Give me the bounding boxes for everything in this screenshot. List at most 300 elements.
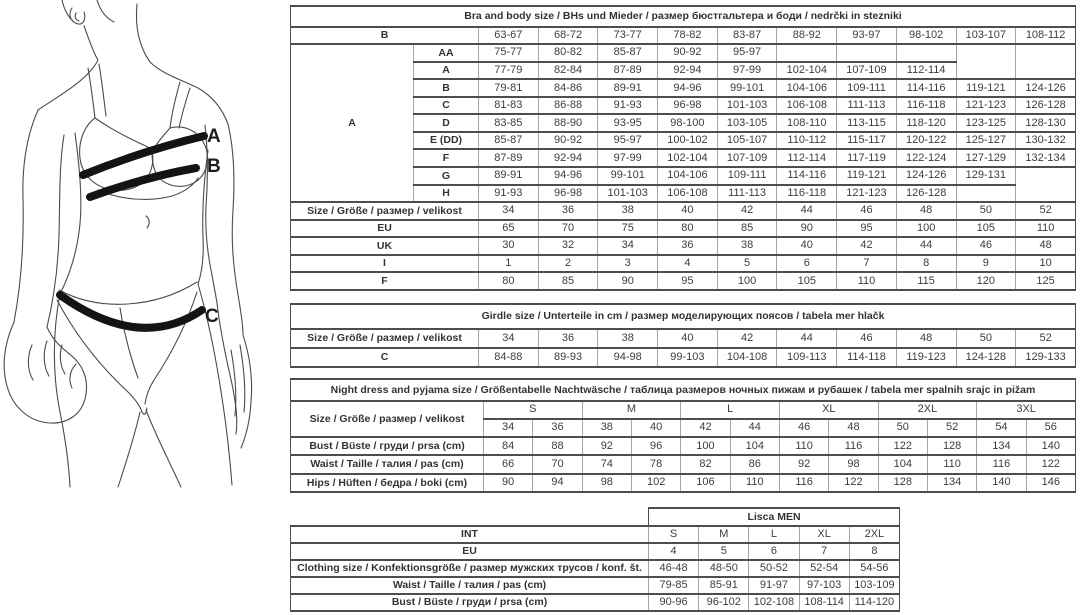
bra-empty-cell	[1016, 167, 1076, 202]
bra-conversion-value: 2	[538, 255, 598, 273]
men-value: 48-50	[699, 560, 749, 577]
night-numeric-size: 56	[1026, 419, 1075, 437]
bra-conversion-value: 42	[717, 202, 777, 220]
bra-conversion-value: 44	[777, 202, 837, 220]
table-title-row	[291, 379, 1076, 401]
men-value: 46-48	[649, 560, 699, 577]
bra-underbust-value: 78-82	[658, 27, 718, 45]
bra-cup-value: 109-111	[717, 167, 777, 185]
bra-cup-value: 97-99	[598, 149, 658, 167]
bra-cup-value: 112-114	[777, 149, 837, 167]
night-row-label: Bust / Büste / груди / prsa (cm)	[291, 437, 484, 455]
night-value: 128	[878, 474, 927, 492]
bra-cup-value: 107-109	[837, 62, 897, 80]
men-value: 5	[699, 543, 749, 560]
men-value: 102-108	[749, 594, 799, 611]
bra-cup-value: 116-118	[896, 97, 956, 115]
bra-cup-value: 122-124	[896, 149, 956, 167]
bra-conversion-row	[291, 272, 1076, 290]
night-value: 110	[730, 474, 779, 492]
bra-underbust-value: 98-102	[896, 27, 956, 45]
bra-cup-value: 102-104	[777, 62, 837, 80]
men-row	[291, 560, 900, 577]
bra-cup-value: 127-129	[956, 149, 1016, 167]
night-numeric-size: 36	[533, 419, 582, 437]
men-value: 8	[849, 543, 899, 560]
bra-underbust-value: 83-87	[717, 27, 777, 45]
night-numeric-size: 34	[484, 419, 533, 437]
night-letter-size-row	[291, 401, 1076, 419]
night-value: 122	[1026, 455, 1075, 473]
night-value: 140	[977, 474, 1026, 492]
bra-conversion-value: 9	[956, 255, 1016, 273]
night-measure-row	[291, 455, 1076, 473]
bra-cup-value: 85-87	[598, 44, 658, 62]
men-value: 54-56	[849, 560, 899, 577]
bra-cup-value: 114-116	[896, 79, 956, 97]
men-value: 52-54	[799, 560, 849, 577]
men-value: 79-85	[649, 577, 699, 594]
bra-cup-value: 110-112	[777, 132, 837, 150]
bra-cup-value: 103-105	[717, 114, 777, 132]
bra-cup-value: 100-102	[658, 132, 718, 150]
bra-cup-value: 101-103	[598, 185, 658, 203]
bra-bust-group-label: A	[291, 44, 414, 202]
bra-cup-label: A	[414, 62, 479, 80]
bra-conversion-value: 3	[598, 255, 658, 273]
girdle-value: 50	[956, 329, 1016, 348]
bra-cup-value: 101-103	[717, 97, 777, 115]
night-value: 70	[533, 455, 582, 473]
night-row-label: Hips / Hüften / бедра / boki (cm)	[291, 474, 484, 492]
night-value: 78	[631, 455, 680, 473]
night-numeric-size: 46	[779, 419, 828, 437]
bra-conversion-value: 40	[658, 202, 718, 220]
bra-conversion-value: 52	[1016, 202, 1076, 220]
bra-conversion-value: 95	[837, 220, 897, 238]
night-letter-size: 3XL	[977, 401, 1076, 419]
bra-conversion-value: 105	[777, 272, 837, 290]
night-value: 122	[878, 437, 927, 455]
men-row	[291, 577, 900, 594]
bra-cup-value: 102-104	[658, 149, 718, 167]
bra-cup-value: 87-89	[598, 62, 658, 80]
night-row-label: Waist / Taille / талия / pas (cm)	[291, 455, 484, 473]
bra-conversion-label: Size / Größe / размер / velikost	[291, 202, 479, 220]
bra-cup-value: 83-85	[479, 114, 539, 132]
men-value: 2XL	[849, 526, 899, 543]
bra-underbust-value: 63-67	[479, 27, 539, 45]
bra-conversion-value: 46	[956, 237, 1016, 255]
bra-conversion-value: 50	[956, 202, 1016, 220]
bra-underbust-value: 68-72	[538, 27, 598, 45]
bra-cup-value: 95-97	[598, 132, 658, 150]
bra-conversion-value: 44	[896, 237, 956, 255]
bra-underbust-value: 93-97	[837, 27, 897, 45]
bra-cup-value: 114-116	[777, 167, 837, 185]
bra-cup-value: 91-93	[479, 185, 539, 203]
men-value: 6	[749, 543, 799, 560]
night-measure-row	[291, 474, 1076, 492]
girdle-value: 36	[538, 329, 598, 348]
night-letter-size: L	[681, 401, 780, 419]
girdle-value: 114-118	[837, 348, 897, 367]
men-row-label: Bust / Büste / груди / prsa (cm)	[291, 594, 649, 611]
girdle-value: 38	[598, 329, 658, 348]
bra-cup-value	[777, 44, 837, 62]
bra-underbust-value: 108-112	[1016, 27, 1076, 45]
bra-cup-value: 119-121	[956, 79, 1016, 97]
bra-cup-value: 80-82	[538, 44, 598, 62]
bra-cup-value: 89-91	[479, 167, 539, 185]
night-value: 90	[484, 474, 533, 492]
night-value: 104	[730, 437, 779, 455]
bra-conversion-value: 100	[896, 220, 956, 238]
bra-conversion-value: 42	[837, 237, 897, 255]
night-value: 110	[779, 437, 828, 455]
bra-table-title: Bra and body size / BHs und Mieder / размер бюстгальтера и боди / nedrčki in stezniki	[291, 6, 1076, 27]
night-value: 86	[730, 455, 779, 473]
bra-cup-value: 124-126	[896, 167, 956, 185]
bra-cup-value: 130-132	[1016, 132, 1076, 150]
bra-cup-value: 94-96	[658, 79, 718, 97]
bra-cup-label: B	[414, 79, 479, 97]
bra-conversion-value: 8	[896, 255, 956, 273]
measure-label-c: C	[205, 306, 219, 327]
bra-cup-value: 79-81	[479, 79, 539, 97]
men-table-title: Lisca MEN	[649, 508, 900, 526]
bra-underbust-value: 73-77	[598, 27, 658, 45]
bra-cup-value: 89-91	[598, 79, 658, 97]
bra-conversion-value: 7	[837, 255, 897, 273]
night-numeric-size: 48	[829, 419, 878, 437]
bra-conversion-value: 115	[896, 272, 956, 290]
girdle-value: 84-88	[479, 348, 539, 367]
bra-cup-value: 105-107	[717, 132, 777, 150]
table-title-row	[291, 6, 1076, 27]
bra-conversion-value: 34	[479, 202, 539, 220]
girdle-value: 99-103	[658, 348, 718, 367]
bra-underbust-value: 103-107	[956, 27, 1016, 45]
bra-cup-value: 125-127	[956, 132, 1016, 150]
night-numeric-size: 38	[582, 419, 631, 437]
bra-size-table	[290, 5, 1076, 291]
girdle-value: 109-113	[777, 348, 837, 367]
girdle-value: 94-98	[598, 348, 658, 367]
bra-conversion-value: 95	[658, 272, 718, 290]
night-letter-size: M	[582, 401, 681, 419]
bra-cup-label: F	[414, 149, 479, 167]
bra-cup-value: 96-98	[538, 185, 598, 203]
bra-cup-label: H	[414, 185, 479, 203]
night-value: 66	[484, 455, 533, 473]
bra-conversion-label: I	[291, 255, 479, 273]
men-row-label: Waist / Taille / талия / pas (cm)	[291, 577, 649, 594]
bra-cup-value: 77-79	[479, 62, 539, 80]
bra-conversion-value: 100	[717, 272, 777, 290]
bra-conversion-row	[291, 220, 1076, 238]
bra-conversion-value: 38	[598, 202, 658, 220]
girdle-value: 40	[658, 329, 718, 348]
bra-empty-cell	[1016, 44, 1076, 79]
girdle-row-label: Size / Größe / размер / velikost	[291, 329, 479, 348]
night-value: 104	[878, 455, 927, 473]
bra-conversion-value: 48	[896, 202, 956, 220]
bra-conversion-value: 85	[717, 220, 777, 238]
bra-cup-value: 109-111	[837, 79, 897, 97]
bra-conversion-value: 36	[658, 237, 718, 255]
bra-cup-value: 112-114	[896, 62, 956, 80]
bra-conversion-value: 38	[717, 237, 777, 255]
night-value: 88	[533, 437, 582, 455]
night-value: 128	[927, 437, 976, 455]
bra-cup-value: 119-121	[837, 167, 897, 185]
bra-cup-value: 86-88	[538, 97, 598, 115]
bra-cup-value	[956, 185, 1016, 203]
men-table-spacer	[291, 508, 649, 526]
girdle-row-label: C	[291, 348, 479, 367]
bra-conversion-row	[291, 202, 1076, 220]
girdle-value: 34	[479, 329, 539, 348]
bra-cup-value: 126-128	[896, 185, 956, 203]
men-value: M	[699, 526, 749, 543]
men-value: 50-52	[749, 560, 799, 577]
bra-conversion-value: 85	[538, 272, 598, 290]
men-row	[291, 526, 900, 543]
bra-conversion-value: 30	[479, 237, 539, 255]
bra-cup-value: 111-113	[837, 97, 897, 115]
bra-cup-value: 120-122	[896, 132, 956, 150]
night-value: 146	[1026, 474, 1075, 492]
table-title-row	[291, 304, 1076, 329]
measure-label-a: A	[207, 126, 221, 147]
bra-cup-value: 90-92	[658, 44, 718, 62]
night-value: 116	[829, 437, 878, 455]
bra-conversion-value: 80	[479, 272, 539, 290]
bra-underbust-label: B	[291, 27, 479, 45]
bra-cup-value: 132-134	[1016, 149, 1076, 167]
night-value: 98	[829, 455, 878, 473]
bra-cup-value: 99-101	[717, 79, 777, 97]
bra-cup-value: 118-120	[896, 114, 956, 132]
bra-conversion-value: 32	[538, 237, 598, 255]
bra-conversion-value: 36	[538, 202, 598, 220]
nightwear-size-table	[290, 378, 1076, 493]
bra-cup-value: 121-123	[956, 97, 1016, 115]
bra-conversion-value: 6	[777, 255, 837, 273]
girdle-value: 119-123	[896, 348, 956, 367]
night-numeric-size: 50	[878, 419, 927, 437]
bra-cup-value: 104-106	[777, 79, 837, 97]
night-value: 74	[582, 455, 631, 473]
bra-cup-value: 88-90	[538, 114, 598, 132]
men-row	[291, 594, 900, 611]
bra-conversion-value: 46	[837, 202, 897, 220]
bra-conversion-value: 90	[598, 272, 658, 290]
girdle-table-title: Girdle size / Unterteile in cm / размер моделирующих поясов / tabela mer hlačk	[291, 304, 1076, 329]
girdle-row	[291, 329, 1076, 348]
night-measure-row	[291, 437, 1076, 455]
bra-conversion-row	[291, 255, 1076, 273]
bra-cup-value: 94-96	[538, 167, 598, 185]
girdle-value: 124-128	[956, 348, 1016, 367]
night-letter-size: 2XL	[878, 401, 977, 419]
bra-cup-value: 124-126	[1016, 79, 1076, 97]
bra-conversion-value: 1	[479, 255, 539, 273]
bra-cup-value: 106-108	[777, 97, 837, 115]
night-value: 116	[977, 455, 1026, 473]
bra-cup-label: E (DD)	[414, 132, 479, 150]
night-numeric-size: 42	[681, 419, 730, 437]
bra-conversion-value: 40	[777, 237, 837, 255]
night-value: 106	[681, 474, 730, 492]
bra-conversion-label: EU	[291, 220, 479, 238]
night-value: 116	[779, 474, 828, 492]
bra-underbust-value: 88-92	[777, 27, 837, 45]
bra-cup-value: 97-99	[717, 62, 777, 80]
body-outline	[4, 0, 251, 487]
bra-conversion-value: 48	[1016, 237, 1076, 255]
bra-conversion-value: 75	[598, 220, 658, 238]
night-value: 134	[977, 437, 1026, 455]
bra-cup-value: 115-117	[837, 132, 897, 150]
men-row-label: Clothing size / Konfektionsgröße / размер мужских трусов / konf. št.	[291, 560, 649, 577]
men-row	[291, 543, 900, 560]
bra-conversion-value: 65	[479, 220, 539, 238]
men-value: 7	[799, 543, 849, 560]
night-value: 140	[1026, 437, 1075, 455]
night-value: 122	[829, 474, 878, 492]
night-numeric-size: 40	[631, 419, 680, 437]
bra-cup-value: 129-131	[956, 167, 1016, 185]
bra-cup-label: D	[414, 114, 479, 132]
bra-cup-value: 123-125	[956, 114, 1016, 132]
girdle-value: 46	[837, 329, 897, 348]
night-value: 82	[681, 455, 730, 473]
bra-conversion-row	[291, 237, 1076, 255]
measure-band-c	[60, 295, 202, 328]
girdle-row	[291, 348, 1076, 367]
bra-cup-value	[896, 44, 956, 62]
bra-cup-value: 82-84	[538, 62, 598, 80]
bra-cup-value: 128-130	[1016, 114, 1076, 132]
bra-conversion-value: 125	[1016, 272, 1076, 290]
night-value: 84	[484, 437, 533, 455]
men-value: 91-97	[749, 577, 799, 594]
bra-cup-value: 92-94	[658, 62, 718, 80]
men-value: S	[649, 526, 699, 543]
night-letter-size: S	[484, 401, 583, 419]
night-value: 94	[533, 474, 582, 492]
men-value: 97-103	[799, 577, 849, 594]
bra-cup-value: 92-94	[538, 149, 598, 167]
men-value: 90-96	[649, 594, 699, 611]
bra-cup-value: 121-123	[837, 185, 897, 203]
girdle-value: 42	[717, 329, 777, 348]
bra-conversion-value: 34	[598, 237, 658, 255]
bra-conversion-value: 110	[837, 272, 897, 290]
bra-cup-value: 108-110	[777, 114, 837, 132]
bra-cup-value: 117-119	[837, 149, 897, 167]
bra-cup-value: 116-118	[777, 185, 837, 203]
bra-cup-row	[291, 44, 1076, 62]
men-value: 4	[649, 543, 699, 560]
bra-cup-value: 99-101	[598, 167, 658, 185]
girdle-value: 104-108	[717, 348, 777, 367]
bra-underbust-row	[291, 27, 1076, 45]
bra-cup-value: 90-92	[538, 132, 598, 150]
bra-conversion-value: 10	[1016, 255, 1076, 273]
bra-cup-value: 104-106	[658, 167, 718, 185]
body-measurement-figure	[0, 0, 290, 615]
bra-conversion-value: 80	[658, 220, 718, 238]
bra-cup-value: 95-97	[717, 44, 777, 62]
night-letter-size: XL	[779, 401, 878, 419]
bra-cup-value: 93-95	[598, 114, 658, 132]
nightwear-table-title: Night dress and pyjama size / Größentabelle Nachtwäsche / таблица размеров ночных пижам и рубашек / tabela mer spalnih srajc in pižam	[291, 379, 1076, 401]
bra-cup-value: 126-128	[1016, 97, 1076, 115]
night-value: 92	[779, 455, 828, 473]
bra-conversion-label: UK	[291, 237, 479, 255]
girdle-value: 129-133	[1016, 348, 1076, 367]
night-value: 96	[631, 437, 680, 455]
bra-cup-value: 87-89	[479, 149, 539, 167]
girdle-value: 48	[896, 329, 956, 348]
bra-conversion-value: 5	[717, 255, 777, 273]
men-row-label: EU	[291, 543, 649, 560]
night-size-label: Size / Größe / размер / velikost	[291, 401, 484, 438]
night-numeric-size: 44	[730, 419, 779, 437]
men-value: 96-102	[699, 594, 749, 611]
men-value: L	[749, 526, 799, 543]
men-value: 108-114	[799, 594, 849, 611]
night-value: 134	[927, 474, 976, 492]
bra-cup-value: 84-86	[538, 79, 598, 97]
men-value: XL	[799, 526, 849, 543]
bra-cup-value: 91-93	[598, 97, 658, 115]
bra-conversion-value: 90	[777, 220, 837, 238]
men-row-label: INT	[291, 526, 649, 543]
bra-conversion-value: 110	[1016, 220, 1076, 238]
men-size-table	[290, 507, 900, 612]
night-value: 92	[582, 437, 631, 455]
bra-empty-cell	[956, 44, 1016, 79]
bra-conversion-label: F	[291, 272, 479, 290]
night-numeric-size: 52	[927, 419, 976, 437]
bra-cup-label: AA	[414, 44, 479, 62]
bra-cup-value: 81-83	[479, 97, 539, 115]
girdle-size-table	[290, 303, 1076, 368]
bra-cup-value: 107-109	[717, 149, 777, 167]
table-title-row	[291, 508, 900, 526]
night-numeric-size: 54	[977, 419, 1026, 437]
men-value: 114-120	[849, 594, 899, 611]
bra-conversion-value: 4	[658, 255, 718, 273]
night-value: 110	[927, 455, 976, 473]
bra-cup-value: 96-98	[658, 97, 718, 115]
night-value: 100	[681, 437, 730, 455]
bra-conversion-value: 120	[956, 272, 1016, 290]
bra-cup-value: 113-115	[837, 114, 897, 132]
bra-cup-value: 75-77	[479, 44, 539, 62]
bra-cup-value: 111-113	[717, 185, 777, 203]
girdle-value: 52	[1016, 329, 1076, 348]
bra-conversion-value: 105	[956, 220, 1016, 238]
bra-cup-value: 98-100	[658, 114, 718, 132]
bra-cup-label: G	[414, 167, 479, 185]
bra-cup-label: C	[414, 97, 479, 115]
girdle-value: 44	[777, 329, 837, 348]
